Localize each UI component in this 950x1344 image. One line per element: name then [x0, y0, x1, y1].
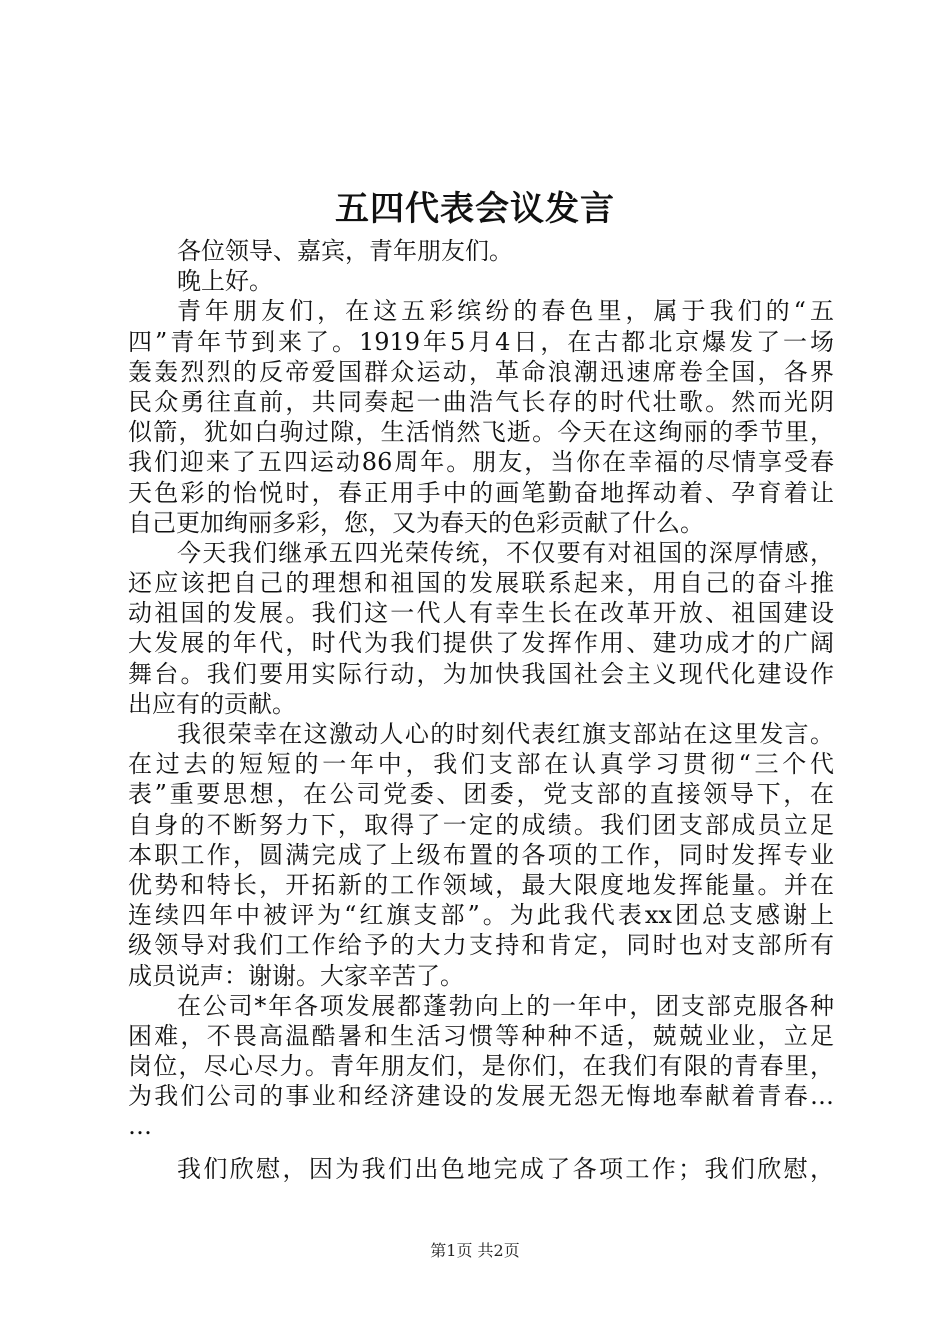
- text-line: 晚上好。: [177, 267, 273, 296]
- page-footer: 第1页 共2页: [430, 1241, 520, 1260]
- text-line: 困难，不畏高温酷暑和生活习惯等种种不适，兢兢业业，立足: [128, 1021, 834, 1050]
- text-line: 今天我们继承五四光荣传统，不仅要有对祖国的深厚情感，: [177, 538, 834, 567]
- text-line: 舞台。我们要用实际行动，为加快我国社会主义现代化建设作: [128, 659, 834, 688]
- text-line: 动祖国的发展。我们这一代人有幸生长在改革开放、祖国建设: [128, 599, 834, 628]
- text-line: 自身的不断努力下，取得了一定的成绩。我们团支部成员立足: [128, 810, 834, 839]
- text-line: 各位领导、嘉宾，青年朋友们。: [177, 237, 513, 265]
- text-line: 我很荣幸在这激动人心的时刻代表红旗支部站在这里发言。: [177, 720, 834, 748]
- text-line: 成员说声：谢谢。大家辛苦了。: [128, 961, 464, 990]
- text-line: 似箭，犹如白驹过隙，生活悄然飞逝。今天在这绚丽的季节里，: [128, 418, 834, 447]
- text-line: 还应该把自己的理想和祖国的发展联系起来，用自己的奋斗推: [128, 569, 834, 598]
- text-line: 我们欣慰，因为我们出色地完成了各项工作；我们欣慰，: [177, 1154, 834, 1183]
- text-line: 表”重要思想，在公司党委、团委，党支部的直接领导下，在: [128, 780, 834, 809]
- text-line: 出应有的贡献。: [128, 689, 296, 718]
- text-line: 轰轰烈烈的反帝爱国群众运动，革命浪潮迅速席卷全国，各界: [128, 357, 834, 386]
- text-line: 级领导对我们工作给予的大力支持和肯定，同时也对支部所有: [128, 931, 834, 960]
- text-line: 优势和特长，开拓新的工作领域，最大限度地发挥能量。并在: [128, 870, 834, 899]
- text-line: 自己更加绚丽多彩，您，又为春天的色彩贡献了什么。: [128, 508, 704, 537]
- text-line: 本职工作，圆满完成了上级布置的各项的工作，同时发挥专业: [128, 840, 834, 869]
- body-text: [128, 236, 834, 1184]
- text-line: 在过去的短短的一年中，我们支部在认真学习贯彻“三个代: [128, 750, 834, 779]
- text-line: 岗位，尽心尽力。青年朋友们，是你们，在我们有限的青春里，: [128, 1052, 834, 1081]
- text-line: 大发展的年代，时代为我们提供了发挥作用、建功成才的广阔: [128, 629, 834, 658]
- text-line: 在公司*年各项发展都蓬勃向上的一年中，团支部克服各种: [177, 991, 834, 1020]
- text-line: 连续四年中被评为“红旗支部”。为此我代表xx团总支感谢上: [128, 901, 834, 930]
- text-line: 我们迎来了五四运动86周年。朋友，当你在幸福的尽情享受春: [128, 448, 834, 477]
- page-title: 五四代表会议发言: [335, 189, 615, 229]
- text-line: 青年朋友们，在这五彩缤纷的春色里，属于我们的“五: [177, 297, 834, 326]
- text-line: 为我们公司的事业和经济建设的发展无怨无悔地奉献着青春…: [128, 1082, 834, 1111]
- text-line: …: [128, 1112, 152, 1141]
- text-line: 民众勇往直前，共同奏起一曲浩气长存的时代壮歌。然而光阴: [128, 387, 834, 416]
- text-line: 天色彩的怡悦时，春正用手中的画笔勤奋地挥动着、孕育着让: [128, 478, 834, 507]
- text-line: 四”青年节到来了。1919年5月4日，在古都北京爆发了一场: [128, 327, 834, 356]
